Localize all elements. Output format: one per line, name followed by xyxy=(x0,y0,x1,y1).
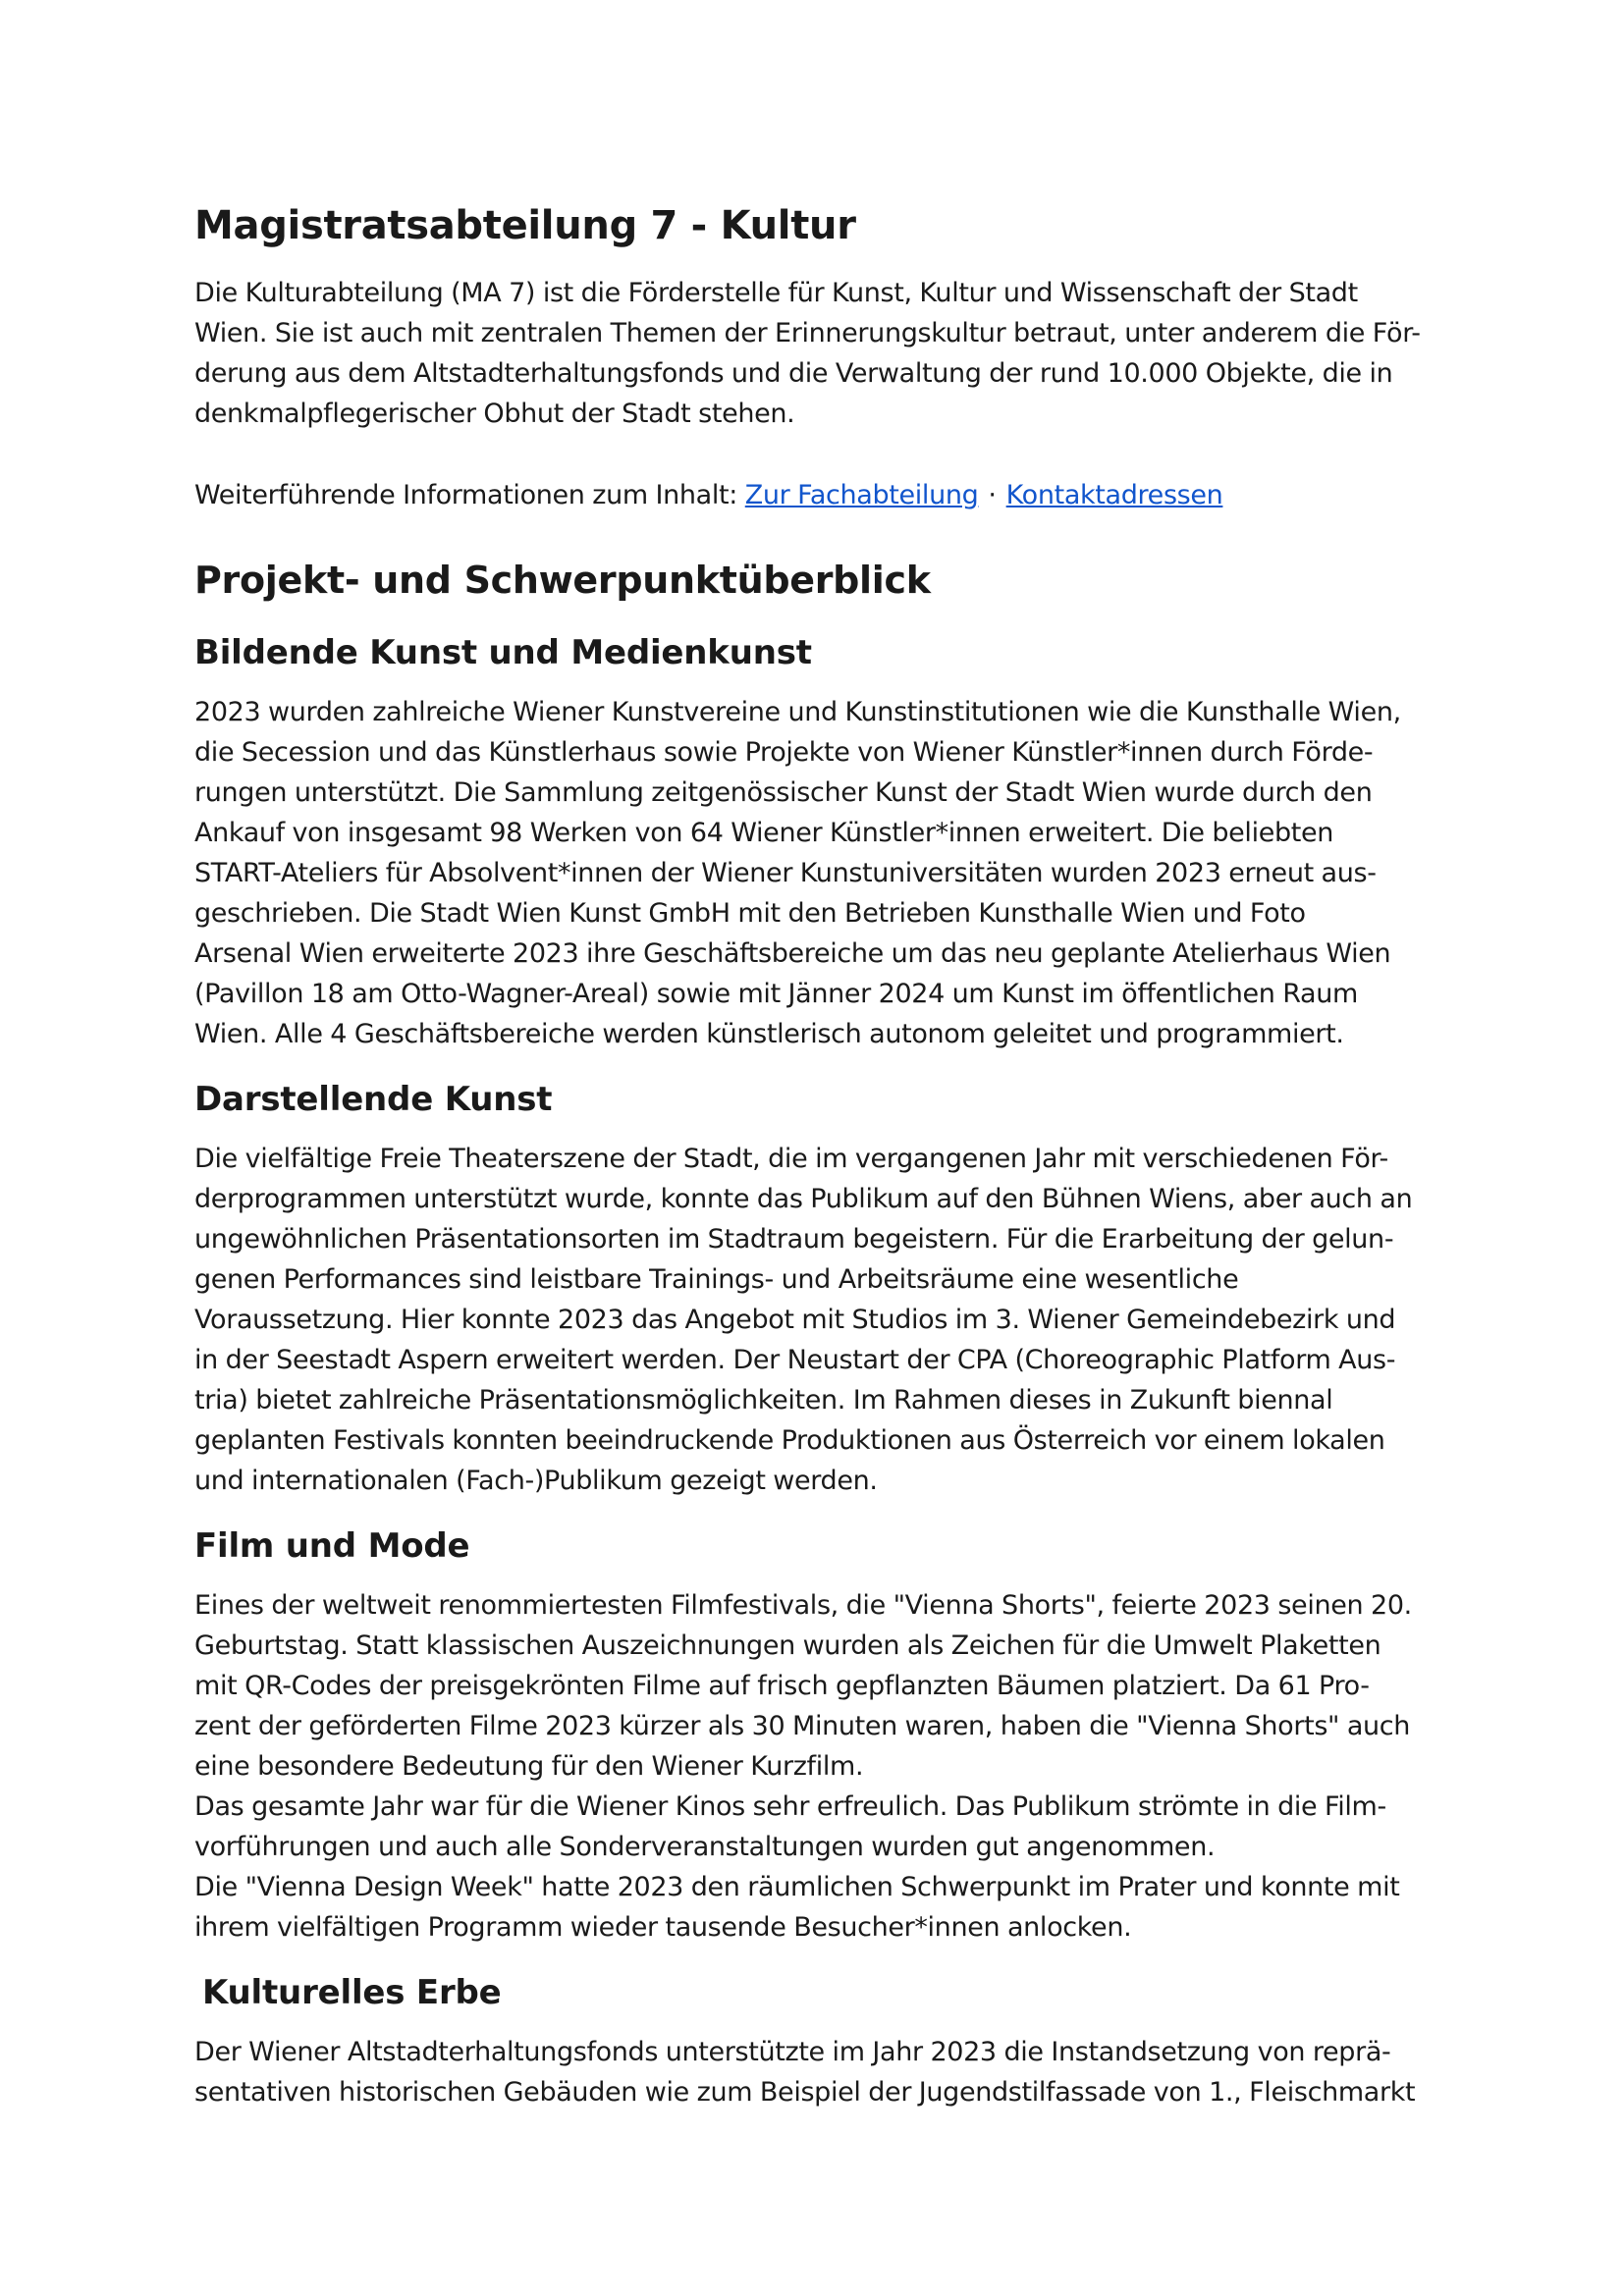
body-line: Geburtstag. Statt klassischen Auszeichnungen wurden als Zeichen für die Umwelt Plaketten xyxy=(194,1630,1381,1661)
body-line: 2023 wurden zahlreiche Wiener Kunstvereine und Kunstinstitutionen wie die Kunsthalle Wien, xyxy=(194,697,1401,727)
body-line: mit QR-Codes der preisgekrönten Filme auf frisch gepflanzten Bäumen platziert. Da 61 Pro- xyxy=(194,1671,1370,1701)
body-line: ungewöhnlichen Präsentationsorten im Stadtraum begeistern. Für die Erarbeitung der gelun- xyxy=(194,1224,1394,1255)
body-line: und internationalen (Fach-)Publikum gezeigt werden. xyxy=(194,1466,878,1496)
body-line: geschrieben. Die Stadt Wien Kunst GmbH mit den Betrieben Kunsthalle Wien und Foto xyxy=(194,898,1306,929)
section-body-darstellende-kunst xyxy=(194,1139,1441,1501)
section-heading-darstellende-kunst: Darstellende Kunst xyxy=(194,1080,553,1119)
body-line: rungen unterstützt. Die Sammlung zeitgenössischer Kunst der Stadt Wien wurde durch den xyxy=(194,777,1373,808)
body-line: derprogrammen unterstützt wurde, konnte das Publikum auf den Bühnen Wiens, aber auch an xyxy=(194,1184,1413,1214)
section-heading-kulturelles-erbe: Kulturelles Erbe xyxy=(202,1973,502,2012)
body-line: Das gesamte Jahr war für die Wiener Kinos sehr erfreulich. Das Publikum strömte in die Film- xyxy=(194,1791,1386,1822)
further-info xyxy=(194,475,1441,515)
body-line: Die "Vienna Design Week" hatte 2023 den räumlichen Schwerpunkt im Prater und konnte mit xyxy=(194,1872,1400,1902)
document-page xyxy=(194,196,1441,2112)
body-line: Die vielfältige Freie Theaterszene der Stadt, die im vergangenen Jahr mit verschiedenen För- xyxy=(194,1144,1388,1174)
body-line: in der Seestadt Aspern erweitert werden. Der Neustart der CPA (Choreographic Platform Aus- xyxy=(194,1345,1396,1375)
body-line: eine besondere Bedeutung für den Wiener Kurzfilm. xyxy=(194,1751,864,1782)
intro-line: Die Kulturabteilung (MA 7) ist die Förderstelle für Kunst, Kultur und Wissenschaft der Stadt xyxy=(194,278,1358,308)
section-heading-film-und-mode: Film und Mode xyxy=(194,1526,470,1566)
page-title: Magistratsabteilung 7 - Kultur xyxy=(194,203,856,248)
body-line: Der Wiener Altstadterhaltungsfonds unterstützte im Jahr 2023 die Instandsetzung von reprä- xyxy=(194,2037,1391,2067)
body-line: (Pavillon 18 am Otto-Wagner-Areal) sowie mit Jänner 2024 um Kunst im öffentlichen Raum xyxy=(194,979,1358,1009)
body-line: sentativen historischen Gebäuden wie zum Beispiel der Jugendstilfassade von 1., Fleischmarkt xyxy=(194,2077,1416,2108)
body-line: START-Ateliers für Absolvent*innen der Wiener Kunstuniversitäten wurden 2023 erneut aus- xyxy=(194,858,1377,888)
body-line: die Secession und das Künstlerhaus sowie Projekte von Wiener Künstler*innen durch Förde- xyxy=(194,737,1374,768)
intro-line: Wien. Sie ist auch mit zentralen Themen der Erinnerungskultur betraut, unter anderem die För- xyxy=(194,318,1421,348)
overview-heading: Projekt- und Schwerpunktüberblick xyxy=(194,559,931,602)
section-body-film-und-mode xyxy=(194,1585,1441,1948)
body-line: zent der geförderten Filme 2023 kürzer als 30 Minuten waren, haben die "Vienna Shorts" auch xyxy=(194,1711,1411,1741)
body-line: vorführungen und auch alle Sonderveranstaltungen wurden gut angenommen. xyxy=(194,1832,1216,1862)
intro-paragraph xyxy=(194,273,1441,434)
body-line: Arsenal Wien erweiterte 2023 ihre Geschäftsbereiche um das neu geplante Atelierhaus Wien xyxy=(194,938,1391,969)
body-line: Wien. Alle 4 Geschäftsbereiche werden künstlerisch autonom geleitet und programmiert. xyxy=(194,1019,1344,1049)
body-line: geplanten Festivals konnten beeindruckende Produktionen aus Österreich vor einem lokalen xyxy=(194,1425,1385,1456)
body-line: Voraussetzung. Hier konnte 2023 das Angebot mit Studios im 3. Wiener Gemeindebezirk und xyxy=(194,1305,1396,1335)
body-line: genen Performances sind leistbare Trainings- und Arbeitsräume eine wesentliche xyxy=(194,1264,1239,1295)
section-body-bildende-kunst xyxy=(194,692,1441,1054)
section-heading-bildende-kunst: Bildende Kunst und Medienkunst xyxy=(194,633,812,672)
intro-line: derung aus dem Altstadterhaltungsfonds und die Verwaltung der rund 10.000 Objekte, die in xyxy=(194,358,1393,389)
further-info-label: Weiterführende Informationen zum Inhalt: xyxy=(194,480,738,510)
intro-line: denkmalpflegerischer Obhut der Stadt stehen. xyxy=(194,399,795,429)
section-body-kulturelles-erbe xyxy=(194,2032,1441,2112)
body-line: Eines der weltweit renommiertesten Filmfestivals, die "Vienna Shorts", feierte 2023 seinen 20. xyxy=(194,1590,1412,1621)
body-line: Ankauf von insgesamt 98 Werken von 64 Wiener Künstler*innen erweitert. Die beliebten xyxy=(194,818,1334,848)
link-kontaktadressen[interactable]: Kontaktadressen xyxy=(1005,480,1223,510)
link-separator: · xyxy=(988,480,997,510)
body-line: ihrem vielfältigen Programm wieder tausende Besucher*innen anlocken. xyxy=(194,1912,1132,1943)
body-line: tria) bietet zahlreiche Präsentationsmöglichkeiten. Im Rahmen dieses in Zukunft biennal xyxy=(194,1385,1333,1415)
link-fachabteilung[interactable]: Zur Fachabteilung xyxy=(744,480,979,510)
